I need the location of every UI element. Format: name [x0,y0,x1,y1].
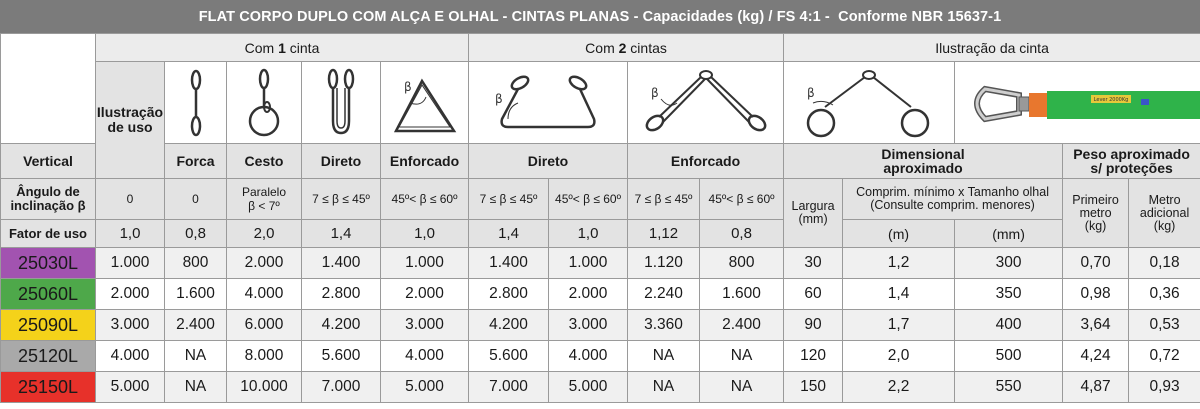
table-row [1,341,1200,372]
fator-value: 1,0 [549,220,628,248]
forma-row [1,144,1200,179]
beta-label: β [403,79,412,94]
table-cell: 7.000 [302,372,381,403]
product-code: 25030L [1,248,96,279]
label-angle: Ângulo de inclinação β [1,179,96,220]
fator-value: 1,0 [96,220,165,248]
group-two-slings: Com 2 cintas [469,34,784,62]
data-rows [1,248,1200,403]
forma-vertical: Vertical [1,144,96,179]
product-code: 25120L [1,341,96,372]
table-cell: 800 [700,248,784,279]
table-cell: 1,7 [843,310,955,341]
fator-value: 1,4 [302,220,381,248]
table-cell: 30 [784,248,843,279]
fator-value: 0,8 [700,220,784,248]
table-cell: 1,2 [843,248,955,279]
table-cell: NA [628,341,700,372]
illus-enforcado-two [784,62,955,144]
angle-value: 0 [96,179,165,220]
table-cell: 1.000 [96,248,165,279]
table-cell: 3,64 [1063,310,1129,341]
table-cell: 3.000 [549,310,628,341]
table-cell: 5.000 [381,372,469,403]
table-cell: 150 [784,372,843,403]
table-cell: 1.000 [381,248,469,279]
table-cell: 3.000 [96,310,165,341]
illus-enforcado-one [469,62,628,144]
forma-direto-one: Direto [302,144,381,179]
product-code: 25060L [1,279,96,310]
forma-direto-two: Direto [469,144,628,179]
group-illustration: Ilustração da cinta [784,34,1200,62]
label-illustration: Ilustração de uso [96,62,165,179]
label-fator: Fator de uso [1,220,96,248]
table-cell: 4.000 [381,341,469,372]
table-cell: 300 [955,248,1063,279]
beta-label: β [650,85,659,100]
beta-label: β [495,91,503,106]
table-cell: 2.800 [302,279,381,310]
table-row [1,248,1200,279]
angle-row [1,179,1200,220]
angle-value: 45º< β ≤ 60º [700,179,784,220]
weight-header: Peso aproximado s/ proteções [1063,144,1200,179]
table-cell: 3.360 [628,310,700,341]
angle-value: 0 [165,179,227,220]
table-cell: 1.400 [302,248,381,279]
table-cell: 10.000 [227,372,302,403]
forma-enforcado-two: Enforcado [628,144,784,179]
table-cell: 4.000 [96,341,165,372]
beta-label: β [807,85,815,100]
table-cell: 0,36 [1129,279,1200,310]
table-cell: 120 [784,341,843,372]
table-cell: 2.800 [469,279,549,310]
table-cell: 2.400 [165,310,227,341]
table-cell: NA [700,341,784,372]
table-cell: 1.600 [700,279,784,310]
product-code: 25090L [1,310,96,341]
angle-value: 45º< β ≤ 60º [381,179,469,220]
table-cell: 4.200 [302,310,381,341]
table-cell: 5.600 [302,341,381,372]
table-cell: 4.000 [227,279,302,310]
illus-cesto [302,62,381,144]
forma-cesto: Cesto [227,144,302,179]
table-cell: 2.240 [628,279,700,310]
fator-value: 1,0 [381,220,469,248]
table-cell: 5.000 [549,372,628,403]
table-cell: 2.000 [381,279,469,310]
angle-value: 7 ≤ β ≤ 45º [469,179,549,220]
angle-value: 45º< β ≤ 60º [549,179,628,220]
angle-value: Paralelo β < 7º [227,179,302,220]
table-cell: 800 [165,248,227,279]
illus-direto-two [628,62,784,144]
table-cell: 0,93 [1129,372,1200,403]
unit-mm: (mm) [955,220,1063,248]
forma-enforcado-one: Enforcado [381,144,469,179]
table-cell: 0,53 [1129,310,1200,341]
fator-value: 2,0 [227,220,302,248]
group-header-row [1,34,1200,62]
largura-header: Largura (mm) [784,179,843,248]
table-cell: 4.200 [469,310,549,341]
table-cell: NA [165,341,227,372]
table-cell: 1.000 [549,248,628,279]
table-cell: 4,87 [1063,372,1129,403]
dimensional-header: Dimensional aproximado [784,144,1063,179]
table-cell: 7.000 [469,372,549,403]
capacity-table [0,33,1200,403]
table-cell: 350 [955,279,1063,310]
table-cell: NA [700,372,784,403]
angle-value: 7 ≤ β ≤ 45º [302,179,381,220]
table-cell: 1.400 [469,248,549,279]
table-title: FLAT CORPO DUPLO COM ALÇA E OLHAL - CINTAS PLANAS - Capacidades (kg) / FS 4:1 - Conforme NBR 15637-1 [0,0,1200,33]
table-cell: NA [165,372,227,403]
table-cell: 0,98 [1063,279,1129,310]
table-cell: 4,24 [1063,341,1129,372]
table-cell: 60 [784,279,843,310]
group-one-sling: Com 1 cinta [96,34,469,62]
table-cell: 550 [955,372,1063,403]
comprim-header: Comprim. mínimo x Tamanho olhal (Consulte comprim. menores) [843,179,1063,220]
product-code: 25150L [1,372,96,403]
primeiro-metro-header: Primeiro metro (kg) [1063,179,1129,248]
metro-adicional-header: Metro adicional (kg) [1129,179,1200,248]
illus-direto-one [381,62,469,144]
illus-vertical [165,62,227,144]
table-cell: 5.600 [469,341,549,372]
table-cell: 2.400 [700,310,784,341]
table-cell: 4.000 [549,341,628,372]
sling-label: Lever 2000Kg [1093,96,1129,103]
fator-value: 0,8 [165,220,227,248]
table-row [1,310,1200,341]
table-cell: 0,70 [1063,248,1129,279]
table-cell: 90 [784,310,843,341]
fator-value: 1,12 [628,220,700,248]
fator-value: 1,4 [469,220,549,248]
table-cell: 3.000 [381,310,469,341]
unit-m: (m) [843,220,955,248]
table-row [1,279,1200,310]
table-cell: 2.000 [96,279,165,310]
illus-sling [955,62,1200,144]
table-cell: 500 [955,341,1063,372]
table-cell: NA [628,372,700,403]
corner-cell [1,34,96,144]
table-cell: 0,18 [1129,248,1200,279]
table-cell: 6.000 [227,310,302,341]
table-cell: 400 [955,310,1063,341]
table-cell: 2,2 [843,372,955,403]
table-cell: 1.600 [165,279,227,310]
table-cell: 2,0 [843,341,955,372]
table-cell: 0,72 [1129,341,1200,372]
table-cell: 5.000 [96,372,165,403]
fator-row [1,220,1200,248]
table-cell: 1,4 [843,279,955,310]
illus-forca [227,62,302,144]
illustration-row [1,62,1200,144]
table-cell: 2.000 [227,248,302,279]
table-cell: 2.000 [549,279,628,310]
angle-value: 7 ≤ β ≤ 45º [628,179,700,220]
table-cell: 8.000 [227,341,302,372]
table-cell: 1.120 [628,248,700,279]
table-row [1,372,1200,403]
forma-forca: Forca [165,144,227,179]
